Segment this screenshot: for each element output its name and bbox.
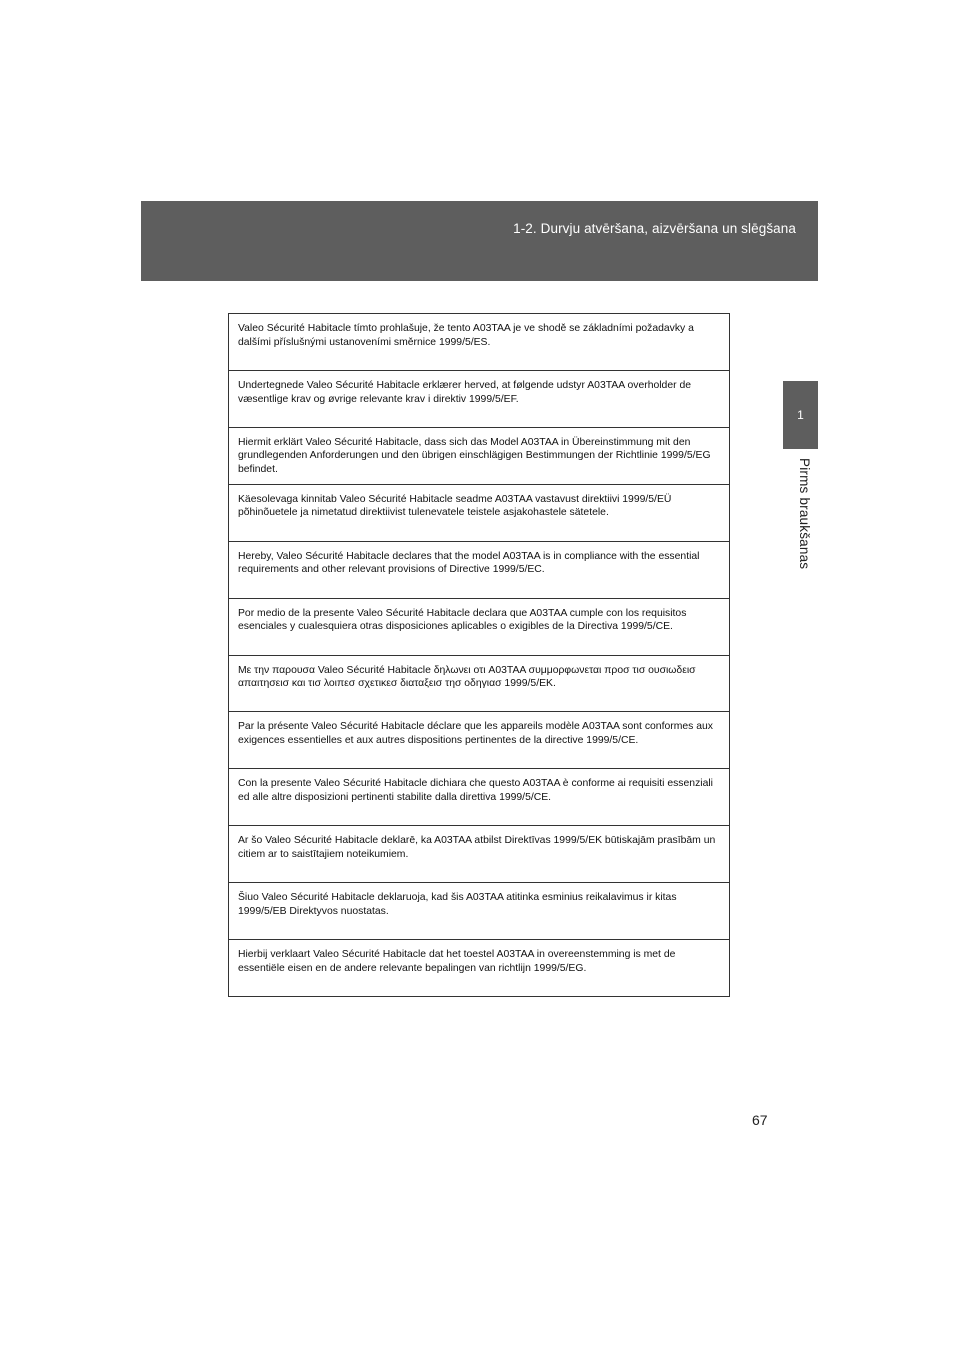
declaration-fr: Par la présente Valeo Sécurité Habitacle déclare que les appareils modèle A03TAA sont conformes aux exigences essentielles et aux autres dispositions pertinentes de la directive 1999/5/CE. xyxy=(229,711,729,768)
header-band xyxy=(141,201,818,281)
declaration-lv: Ar šo Valeo Sécurité Habitacle deklarē, ka A03TAA atbilst Direktīvas 1999/5/EK būtiskajām prasībām un citiem ar to saistītajiem noteikumiem. xyxy=(229,825,729,882)
section-title: 1-2. Durvju atvēršana, aizvēršana un slēgšana xyxy=(513,221,796,236)
declaration-et: Käesolevaga kinnitab Valeo Sécurité Habitacle seadme A03TAA vastavust direktiivi 1999/5/EÜ põhinõuetele ja nimetatud direktiivist tulenevatele teistele asjakohastele sätetele. xyxy=(229,484,729,541)
declaration-en: Hereby, Valeo Sécurité Habitacle declares that the model A03TAA is in compliance with the essential requirements and other relevant provisions of Directive 1999/5/EC. xyxy=(229,541,729,598)
declaration-nl: Hierbij verklaart Valeo Sécurité Habitacle dat het toestel A03TAA in overeenstemming is met de essentiële eisen en de andere relevante bepalingen van richtlijn 1999/5/EG. xyxy=(229,939,729,996)
chapter-tab xyxy=(783,381,818,449)
declaration-es: Por medio de la presente Valeo Sécurité Habitacle declara que A03TAA cumple con los requisitos esenciales y cualesquiera otras disposiciones aplicables o exigibles de la Directiva 1999/5/CE. xyxy=(229,598,729,655)
declaration-it: Con la presente Valeo Sécurité Habitacle dichiara che questo A03TAA è conforme ai requisiti essenziali ed alle altre disposizioni pertinenti stabilite dalla direttiva 1999/5/CE. xyxy=(229,768,729,825)
declaration-de: Hiermit erklärt Valeo Sécurité Habitacle, dass sich das Model A03TAA in Übereinstimmung mit den grundlegenden Anforderungen und den übrigen einschlägigen Bestimmungen der Richtlinie 1999/5/EG befindet. xyxy=(229,427,729,484)
declarations-table xyxy=(228,313,730,997)
declaration-cs: Valeo Sécurité Habitacle tímto prohlašuje, že tento A03TAA je ve shodě se základními požadavky a dalšími příslušnými ustanoveními směrnice 1999/5/ES. xyxy=(238,323,694,348)
declaration-el: Με την παρουσα Valeo Sécurité Habitacle δηλωνει οτι A03TAA συμμορφωνεται προσ τισ ουσιωδεισ απαιτησεισ και τισ λοιπεσ σχετικεσ διαταξεισ τησ οδηγιασ 1999/5/ΕΚ. xyxy=(229,655,729,712)
declaration-lt: Šiuo Valeo Sécurité Habitacle deklaruoja, kad šis A03TAA atitinka esminius reikalavimus ir kitas 1999/5/EB Direktyvos nuostatas. xyxy=(229,882,729,939)
declaration-da: Undertegnede Valeo Sécurité Habitacle erklærer herved, at følgende udstyr A03TAA overholder de væsentlige krav og øvrige relevante krav i direktiv 1999/5/EF. xyxy=(229,370,729,427)
chapter-number: 1 xyxy=(797,408,804,422)
chapter-label: Pirms braukšanas xyxy=(797,458,812,570)
page-number: 67 xyxy=(752,1112,768,1128)
